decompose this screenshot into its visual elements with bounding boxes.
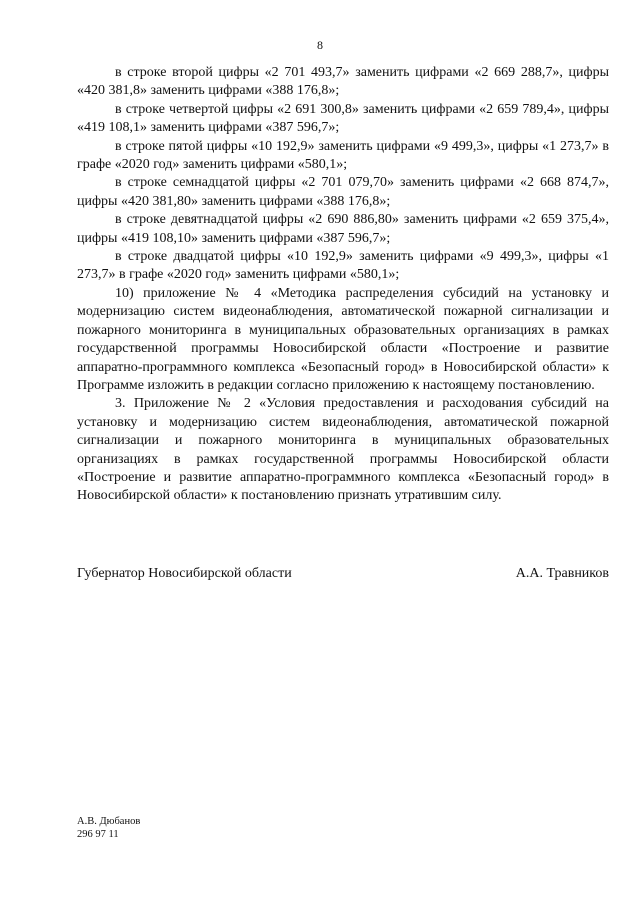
amendment-line-4: в строке четвертой цифры «2 691 300,8» заменить цифрами «2 659 789,4», цифры «419 108,1» заменить цифрами «387 596,7»; bbox=[77, 101, 609, 136]
amendment-line-2: в строке второй цифры «2 701 493,7» заменить цифрами «2 669 288,7», цифры «420 381,8» заменить цифрами «388 176,8»; bbox=[77, 65, 609, 99]
document-body bbox=[77, 64, 609, 506]
amendment-line-5: в строке пятой цифры «10 192,9» заменить цифрами «9 499,3», цифры «1 273,7» в графе «2020 год» заменить цифрами «580,1»; bbox=[77, 138, 609, 173]
item-10-appendix-4: 10) приложение № 4 «Методика распределения субсидий на установку и модернизацию систем видеонаблюдения, автоматической пожарной сигнализации и пожарного мониторинга в муниципальных образовательных организациях в рамках государственной программы Новосибирской области «Построение и развитие аппаратно-программного комплекса «Безопасный город» в Новосибирской области» к Программе изложить в редакции согласно приложению к настоящему постановлению. bbox=[77, 285, 609, 393]
signatory-name: А.А. Травников bbox=[515, 566, 609, 581]
page-number: 8 bbox=[317, 38, 323, 52]
amendment-line-17: в строке семнадцатой цифры «2 701 079,70» заменить цифрами «2 668 874,7», цифры «420 381,80» заменить цифрами «388 176,8»; bbox=[77, 175, 609, 209]
item-3-appendix-2: 3. Приложение № 2 «Условия предоставления и расходования субсидий на установку и модернизацию систем видеонаблюдения, автоматической пожарной сигнализации и пожарного мониторинга в муниципальных образовательных организациях в рамках государственной программы Новосибирской области «Построение и развитие аппаратно-программного комплекса «Безопасный город» в Новосибирской области» к постановлению признать утратившим силу. bbox=[77, 396, 609, 504]
executor-info bbox=[77, 815, 140, 841]
amendment-line-19: в строке девятнадцатой цифры «2 690 886,80» заменить цифрами «2 659 375,4», цифры «419 108,10» заменить цифрами «387 596,7»; bbox=[77, 212, 609, 246]
signatory-position: Губернатор Новосибирской области bbox=[77, 566, 292, 581]
amendment-line-20: в строке двадцатой цифры «10 192,9» заменить цифрами «9 499,3», цифры «1 273,7» в графе «2020 год» заменить цифрами «580,1»; bbox=[77, 249, 609, 283]
signature-block bbox=[77, 565, 609, 583]
executor-name: А.В. Дюбанов bbox=[77, 816, 141, 827]
executor-phone: 296 97 11 bbox=[77, 829, 119, 840]
